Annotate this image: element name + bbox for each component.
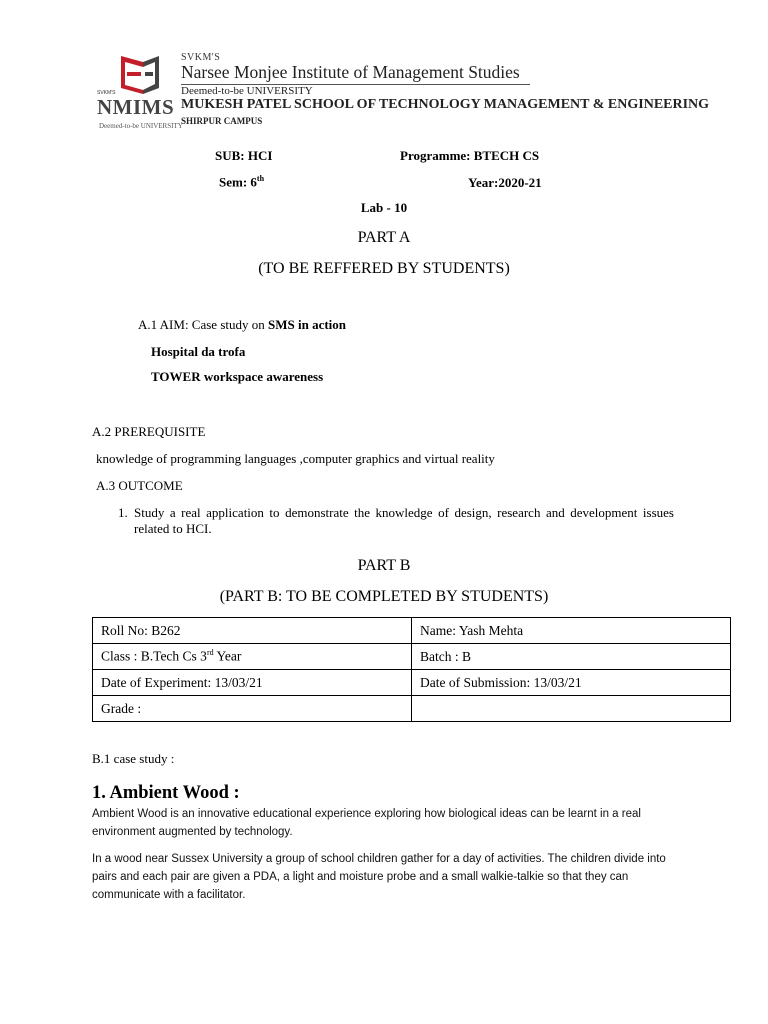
date-of-submission-cell: Date of Submission: 13/03/21 [412,670,731,696]
aim-line: A.1 AIM: Case study on SMS in action [138,317,347,332]
case-study-label: B.1 case study : [92,751,175,766]
nmims-logo [93,52,185,134]
section-paragraph-2: In a wood near Sussex University a group of school children gather for a day of activities. The children divide into pairs and each pair are given a PDA, a light and moisture probe and a small walkie-talkie so that they can communicate with a facilitator. [92,853,666,901]
batch-cell: Batch : B [412,644,731,670]
grade-value-cell [412,696,731,722]
aim-item-hospital: Hospital da trofa [151,344,246,359]
date-of-experiment-cell: Date of Experiment: 13/03/21 [93,670,412,696]
grade-label-cell: Grade : [93,696,412,722]
header-campus: SHIRPUR CAMPUS [181,116,263,126]
part-a-title: PART A [357,229,411,246]
prerequisite-text: knowledge of programming languages ,computer graphics and virtual reality [96,451,495,466]
class-cell: Class : B.Tech Cs 3rd Year [93,644,412,670]
header-institute: Narsee Monjee Institute of Management Studies [181,62,520,82]
header-school: MUKESH PATEL SCHOOL OF TECHNOLOGY MANAGEMENT & ENGINEERING [181,97,710,112]
programme: Programme: BTECH CS [400,148,540,163]
outcome-heading: A.3 OUTCOME [96,478,183,493]
outcome-text: Study a real application to demonstrate the knowledge of design, research and development issues related to HCI. [134,505,674,536]
student-info-table [92,617,731,722]
table-row [93,670,731,696]
part-b-subtitle: (PART B: TO BE COMPLETED BY STUDENTS) [219,588,549,605]
roll-number-cell: Roll No: B262 [93,618,412,644]
semester: Sem: 6th [219,174,265,190]
section-paragraph-1: Ambient Wood is an innovative educational experience exploring how biological ideas can be learnt in a real environment augmented by technology. [92,808,641,838]
subject: SUB: HCI [215,148,273,163]
prerequisite-heading: A.2 PREREQUISITE [92,424,206,439]
logo-svkm-text: SVKM'S [97,90,116,96]
lab-number: Lab - 10 [360,200,408,215]
table-row [93,644,731,670]
aim-item-tower: TOWER workspace awareness [151,369,324,384]
outcome-number: 1. [118,505,128,520]
student-name-cell: Name: Yash Mehta [412,618,731,644]
header-svkm: SVKM'S [181,52,221,63]
logo-wordmark: NMIMS [97,95,175,119]
table-row [93,696,731,722]
academic-year: Year:2020-21 [468,175,542,190]
section-heading: 1. Ambient Wood : [92,783,240,803]
table-row [93,618,731,644]
header-deemed: Deemed-to-be UNIVERSITY [181,85,313,97]
part-b-title: PART B [357,557,411,574]
part-a-subtitle: (TO BE REFFERED BY STUDENTS) [258,260,510,277]
logo-deemed-text: Deemed-to-be UNIVERSITY [99,122,183,130]
